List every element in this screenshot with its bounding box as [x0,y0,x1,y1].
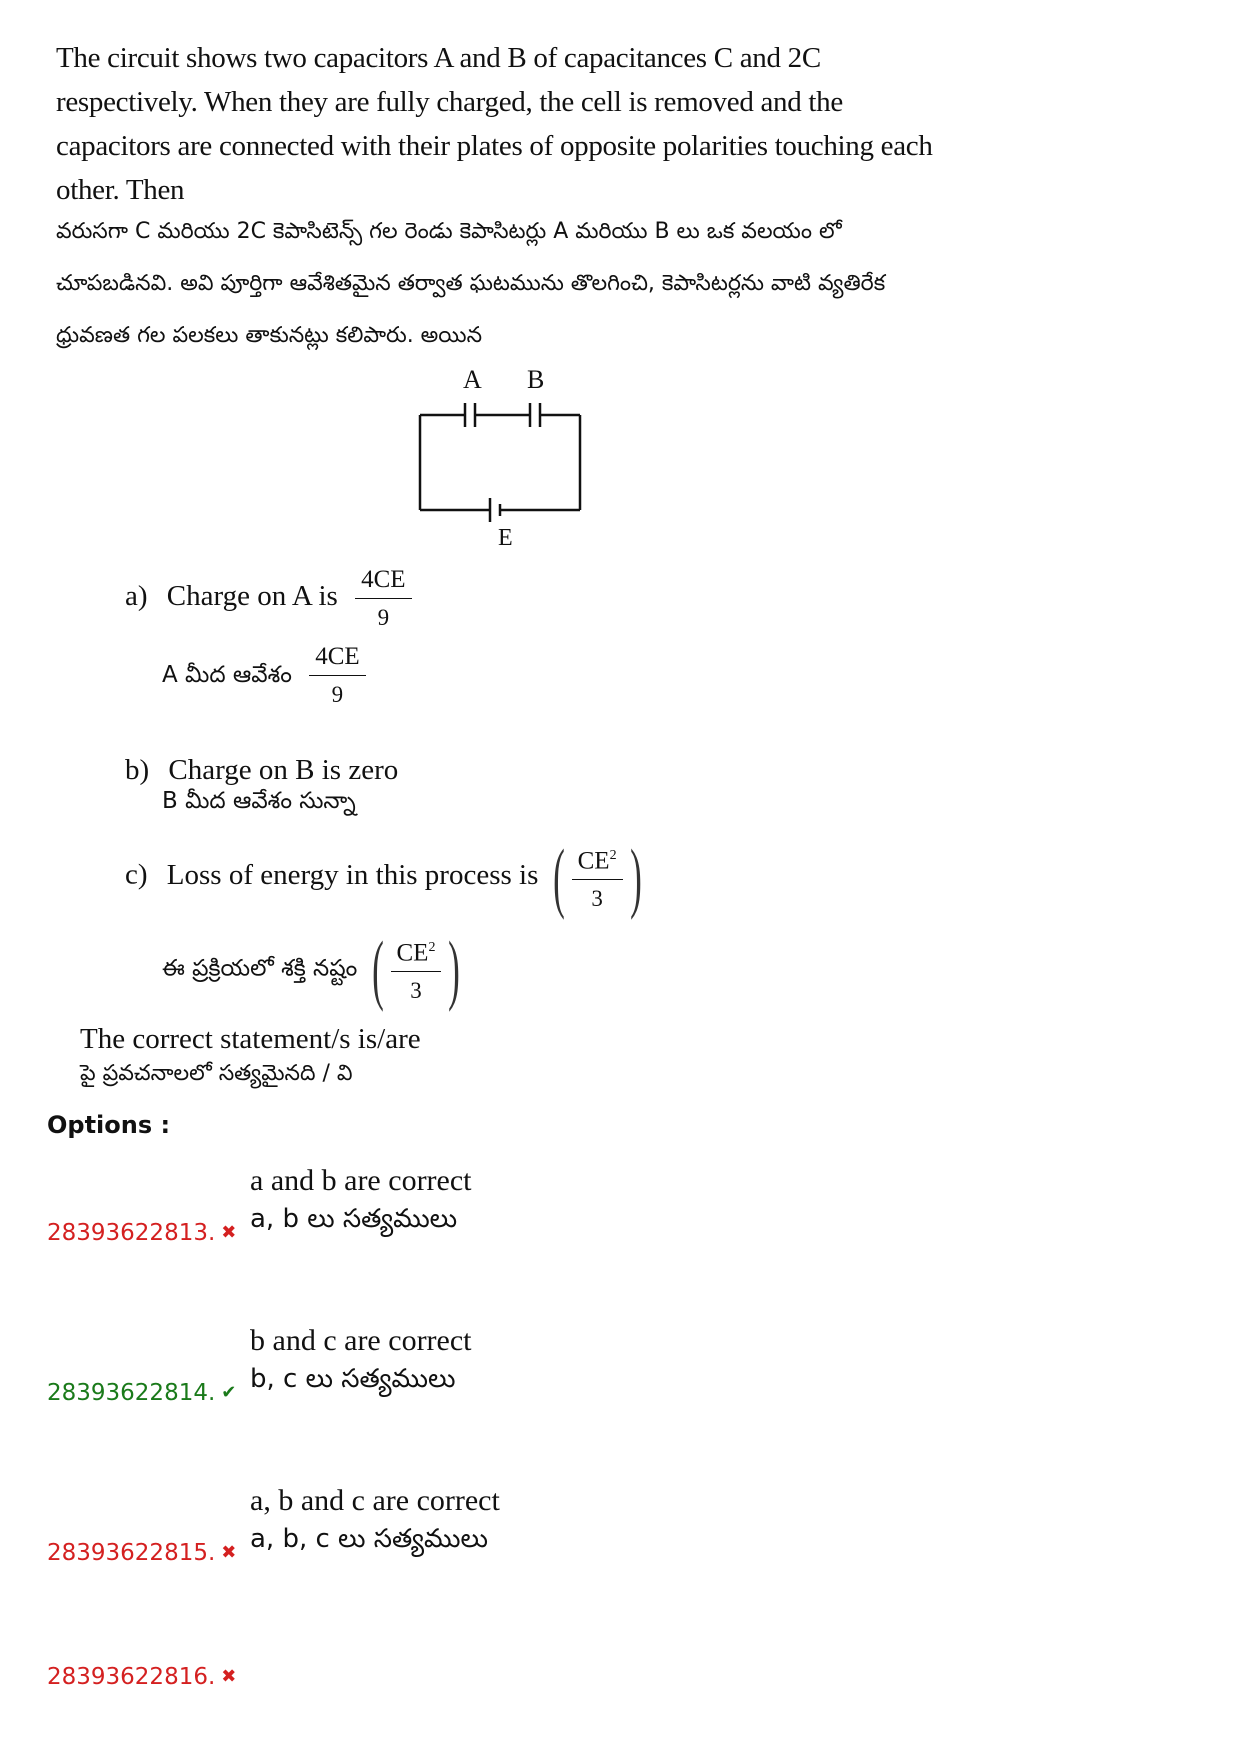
option-3-telugu: a, b, c లు సత్యములు [250,1524,488,1554]
statement-c-telugu-exponent: 2 [428,939,436,955]
left-paren: ( [552,833,565,920]
statement-b [125,752,398,788]
statement-c-fraction [572,842,623,912]
statement-a-text: Charge on A is [166,580,338,613]
statement-a-telugu: A మీద ఆవేశం [162,662,292,689]
option-2-id [47,1380,236,1406]
prompt-english: The correct statement/s is/are [80,1023,421,1055]
statement-a-telugu-denominator: 9 [331,682,344,707]
statement-c-telugu: ఈ ప్రక్రియలో శక్తి నష్టం [162,955,358,982]
wrong-icon: ✖ [221,1666,237,1687]
option-2-telugu: b, c లు సత్యములు [250,1364,456,1394]
statement-c-telugu-numerator: CE [396,939,429,967]
statement-c-denominator: 3 [591,886,603,912]
option-3-number: 28393622815. [47,1540,216,1566]
question-text-english: The circuit shows two capacitors A and B of capacitances C and 2C respectively. When they are fully charged, the cell is removed and the capacitors are connected with their plates of opposite polarities touching each other. Then [56,42,933,206]
option-3-english: a, b and c are correct [250,1484,500,1517]
option-4-number: 28393622816. [47,1664,216,1690]
statement-a-telugu-numerator: 4CE [309,643,365,676]
statement-b-telugu: B మీద ఆవేశం సున్నా [162,788,356,814]
option-1-id [47,1220,236,1246]
statement-a-numerator: 4CE [355,566,411,599]
left-paren: ( [371,925,384,1012]
statement-a-denominator: 9 [377,605,390,630]
options-label: Options : [47,1111,171,1139]
statement-c-telugu-fraction [391,934,442,1004]
statement-c-exponent: 2 [609,847,617,863]
statement-a [125,566,412,631]
check-icon: ✔ [221,1382,237,1403]
option-1-number: 28393622813. [47,1220,216,1246]
statement-c [125,833,649,920]
statement-b-marker: b) [125,754,150,786]
statement-c-marker: c) [125,858,148,891]
wrong-icon: ✖ [221,1542,237,1563]
statement-c-text: Loss of energy in this process is [166,858,539,891]
label-a: A [463,365,482,394]
statement-c-telugu-line [162,925,467,1012]
statement-a-fraction [355,566,411,631]
statement-a-telugu-line [162,643,366,708]
statement-a-marker: a) [125,580,148,613]
option-1-text[interactable] [250,1162,472,1238]
statement-a-telugu-fraction [309,643,365,708]
right-paren: ) [629,833,642,920]
option-4-id[interactable] [47,1664,236,1690]
prompt-telugu: పై ప్రవచనాలలో సత్యమైనది / వి [80,1061,353,1086]
option-2-english: b and c are correct [250,1324,472,1357]
option-1-telugu: a, b లు సత్యములు [250,1204,458,1234]
circuit-diagram [405,360,605,550]
label-b: B [527,365,545,394]
option-2-text[interactable] [250,1322,472,1398]
option-1-english: a and b are correct [250,1164,472,1197]
question-text-telugu: వరుసగా C మరియు 2C కెపాసిటెన్స్ గల రెండు కెపాసిటర్లు A మరియు B లు ఒక వలయం లో చూపబడినవి. అవి పూర్తిగా ఆవేశితమైన తర్వాత ఘటమును తొలగించి, కెపాసిటర్లను వాటి వ్యతిరేక ధ్రువణత గల పలకలు తాకునట్లు కలిపారు. అయిన [56,219,886,348]
option-3-id [47,1540,236,1566]
option-2-number: 28393622814. [47,1380,216,1406]
statement-c-telugu-denominator: 3 [410,978,422,1004]
option-3-text[interactable] [250,1482,500,1558]
wrong-icon: ✖ [221,1222,237,1243]
label-e: E [498,525,513,550]
statement-c-numerator: CE [577,847,610,875]
statement-b-text: Charge on B is zero [168,754,399,786]
right-paren: ) [448,925,461,1012]
